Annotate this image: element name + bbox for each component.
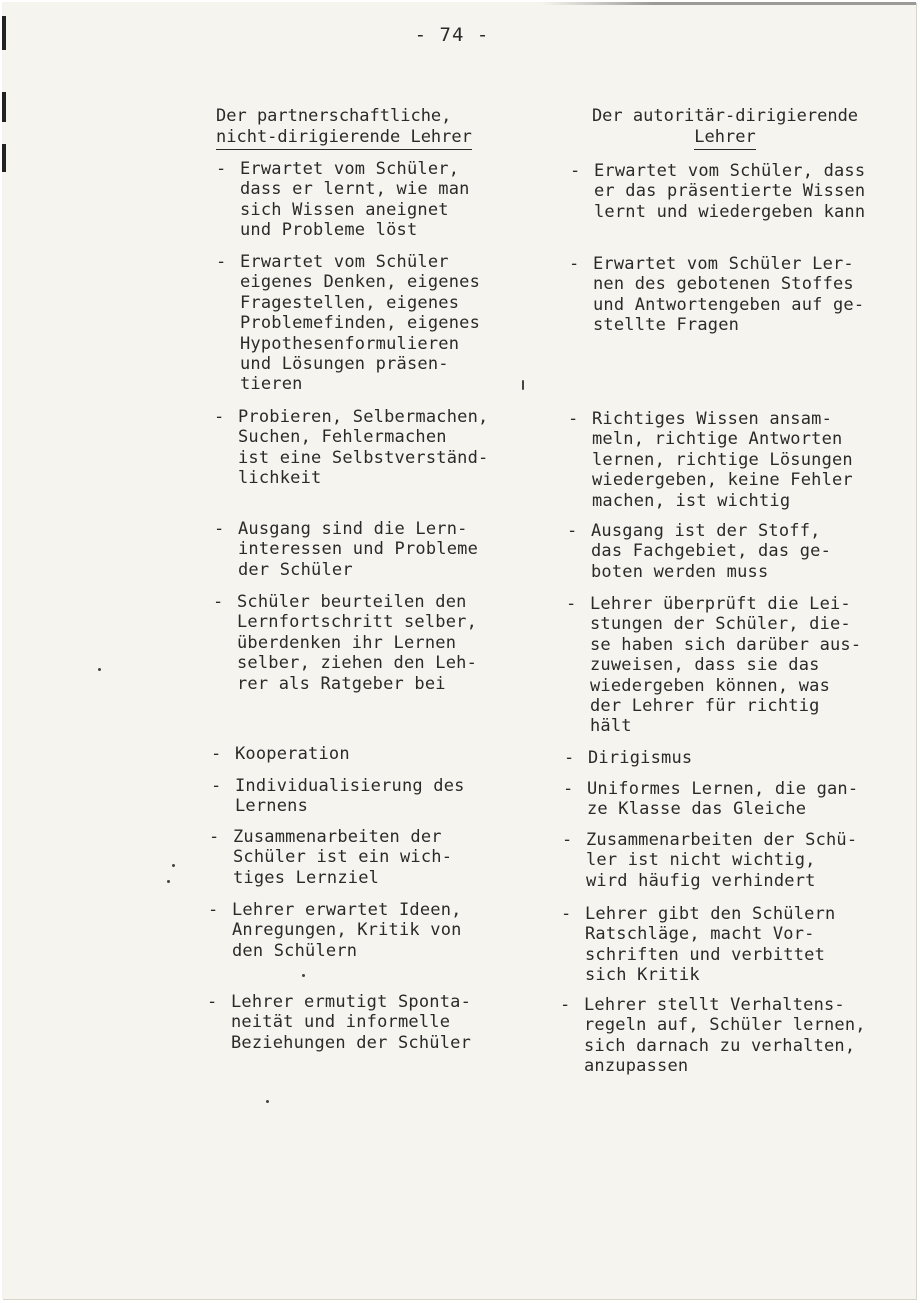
right-item-text: Lehrer gibt den Schülern Ratschläge, macht Vor- schriften und verbittet sich Kritik [585, 904, 836, 986]
left-item-text: Probieren, Selbermachen, Suchen, Fehlermachen ist eine Selbstverständ- lichkeit [238, 407, 489, 489]
bullet-dash: - [563, 779, 574, 799]
bullet-dash: - [213, 592, 224, 612]
scan-speck [167, 880, 170, 883]
right-item-text: Lehrer überprüft die Lei- stungen der Schüler, die- se haben sich darüber aus- zuweisen, dass sie das wiedergeben können, was der Lehrer für richtig hält [590, 594, 862, 737]
document-page [2, 2, 916, 1299]
right-item [562, 830, 857, 891]
bullet-dash: - [568, 409, 579, 429]
left-item-text: Zusammenarbeiten der Schüler ist ein wich- tiges Lernziel [233, 827, 453, 888]
bullet-dash: - [214, 519, 225, 539]
right-item [561, 904, 835, 986]
bullet-dash: - [561, 904, 572, 924]
left-header-line1: Der partnerschaftliche, [216, 106, 452, 126]
bullet-dash: - [211, 744, 222, 764]
left-item-text: Ausgang sind die Lern- interessen und Probleme der Schüler [238, 519, 479, 580]
bullet-dash: - [567, 521, 578, 541]
scan-speck [172, 864, 175, 867]
scan-speck [266, 1100, 269, 1103]
left-item [216, 159, 470, 241]
left-item-text: Erwartet vom Schüler eigenes Denken, eigenes Fragestellen, eigenes Problemefinden, eigenes Hypothesenformulieren und Lösungen präsen- tieren [240, 252, 481, 395]
left-item [207, 992, 471, 1053]
bullet-dash: - [570, 161, 581, 181]
left-item [213, 592, 477, 694]
right-item-text: Erwartet vom Schüler Ler- nen des gebotenen Stoffes und Antwortengeben auf ge- stellte Fragen [593, 254, 865, 336]
binding-mark [2, 144, 6, 172]
left-item [209, 827, 452, 888]
bullet-dash: - [208, 900, 219, 920]
right-item-text: Erwartet vom Schüler, dass er das präsentierte Wissen lernt und wiedergeben kann [594, 161, 866, 222]
bullet-dash: - [564, 748, 575, 768]
right-item [570, 161, 865, 222]
left-item [214, 519, 478, 580]
left-item [211, 776, 465, 817]
bullet-dash: - [560, 995, 571, 1015]
left-item [208, 900, 462, 961]
binding-mark [2, 92, 6, 122]
left-item [211, 744, 350, 764]
right-item [567, 521, 831, 582]
right-item-text: Richtiges Wissen ansam- meln, richtige Antworten lernen, richtige Lösungen wiedergeben, keine Fehler machen, ist wichtig [592, 409, 853, 511]
right-item-text: Dirigismus [588, 748, 693, 768]
bullet-dash: - [207, 992, 218, 1012]
bullet-dash: - [569, 254, 580, 274]
bullet-dash: - [216, 159, 227, 179]
bullet-dash: - [214, 407, 225, 427]
right-item-text: Zusammenarbeiten der Schü- ler ist nicht wichtig, wird häufig verhindert [586, 830, 858, 891]
bullet-dash: - [562, 830, 573, 850]
bullet-dash: - [209, 827, 220, 847]
bullet-dash: - [211, 776, 222, 796]
bullet-dash: - [566, 594, 577, 614]
left-item-text: Kooperation [235, 744, 350, 764]
right-item-text: Lehrer stellt Verhaltens- regeln auf, Schüler lernen, sich darnach zu verhalten, anzupassen [584, 995, 866, 1077]
right-item-text: Uniformes Lernen, die gan- ze Klasse das Gleiche [587, 779, 859, 820]
right-header-line2: Lehrer [694, 127, 755, 150]
left-item-text: Schüler beurteilen den Lernfortschritt selber, überdenken ihr Lernen selber, ziehen den Leh- rer als Ratgeber bei [237, 592, 478, 694]
right-column-header [570, 106, 880, 150]
scan-speck [302, 974, 305, 977]
right-item [569, 254, 864, 336]
left-item-text: Individualisierung des Lernens [235, 776, 465, 817]
left-item-text: Lehrer ermutigt Sponta- neität und informelle Beziehungen der Schüler [231, 992, 472, 1053]
scan-speck [98, 668, 101, 671]
right-item [560, 995, 866, 1077]
right-item [563, 779, 858, 820]
right-item [566, 594, 861, 737]
right-header-line1: Der autoritär-dirigierende [591, 106, 859, 126]
left-item [216, 252, 480, 395]
scan-edge-shadow [542, 2, 916, 5]
left-item [214, 407, 488, 489]
left-item-text: Erwartet vom Schüler, dass er lernt, wie man sich Wissen aneignet und Probleme löst [240, 159, 470, 241]
right-item [564, 748, 692, 768]
left-column-header [216, 106, 472, 150]
right-item [568, 409, 853, 511]
left-header-line2: nicht-dirigierende Lehrer [216, 127, 472, 150]
bullet-dash: - [216, 252, 227, 272]
scan-speck [522, 380, 524, 390]
page-number: - 74 - [414, 24, 490, 46]
left-item-text: Lehrer erwartet Ideen, Anregungen, Kritik von den Schülern [232, 900, 462, 961]
right-item-text: Ausgang ist der Stoff, das Fachgebiet, das ge- boten werden muss [591, 521, 832, 582]
